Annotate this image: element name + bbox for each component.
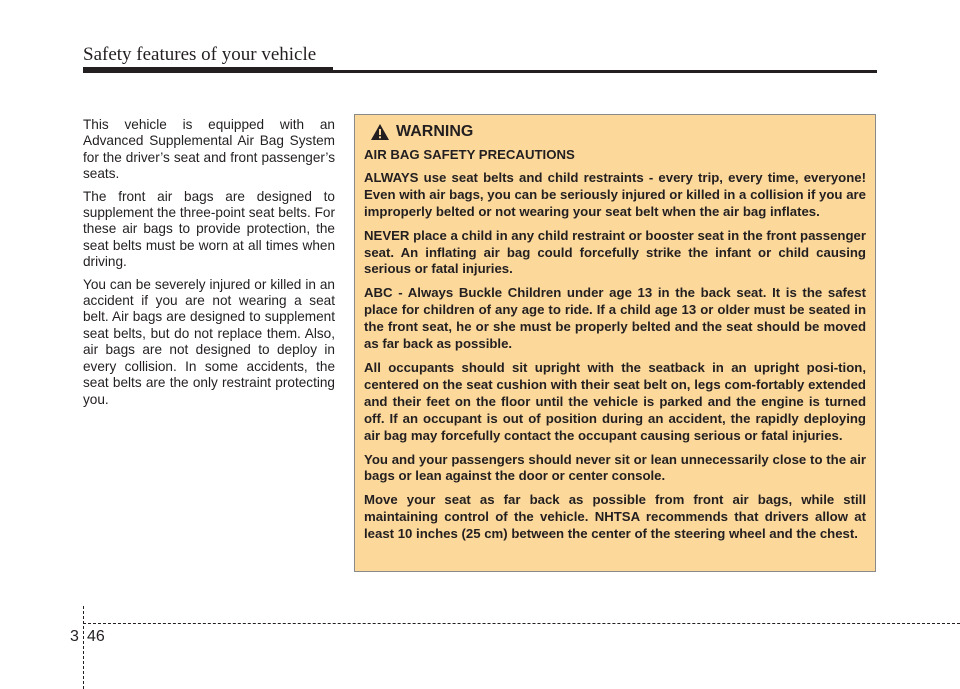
page-header-title: Safety features of your vehicle: [83, 44, 317, 65]
body-paragraph: This vehicle is equipped with an Advanced Supplemental Air Bag System for the driver’s seat and front passenger’s seats.: [83, 117, 335, 182]
warning-label: WARNING: [396, 123, 474, 140]
warning-paragraph: NEVER place a child in any child restraint or booster seat in the front passenger seat. An inflating air bag could forcefully strike the infant or child causing serious or fatal injuries.: [364, 227, 866, 277]
warning-paragraph: ABC - Always Buckle Children under age 13 in the back seat. It is the safest place for children of any age to ride. If a child age 13 or older must be seated in the front seat, he or she must be properly belted and the seat should be moved as far back as possible.: [364, 285, 866, 352]
warning-box: [354, 114, 876, 572]
footer-rule: [83, 623, 960, 625]
warning-paragraph: Move your seat as far back as possible from front air bags, while still maintaining control of the vehicle. NHTSA recommends that drivers allow at least 10 inches (25 cm) between the center of the steering wheel and the chest.: [364, 492, 866, 542]
warning-subtitle: AIR BAG SAFETY PRECAUTIONS: [364, 147, 575, 162]
warning-paragraph: All occupants should sit upright with the seatback in an upright posi-tion, centered on the seat cushion with their seat belt on, legs com-fortably extended and their feet on the floor until the vehicle is parked and the engine is turned off. If an occupant is out of position during an accident, the rapidly deploying air bag may forcefully contact the occupant causing serious or fatal injuries.: [364, 359, 866, 443]
warning-triangle-icon: [370, 123, 390, 141]
page-number: 46: [87, 628, 105, 645]
warning-paragraph: ALWAYS use seat belts and child restraints - every trip, every time, everyone! Even with air bags, you can be seriously injured or killed in a collision if you are improperly belted or not wearing your seat belt when the air bag inflates.: [364, 169, 866, 219]
chapter-number: 3: [70, 628, 79, 645]
warning-heading: [364, 123, 866, 141]
left-column: [83, 117, 335, 414]
footer-divider: [83, 606, 84, 689]
header-rule: [83, 70, 877, 73]
body-paragraph: You can be severely injured or killed in an accident if you are not wearing a seat belt. Air bags are designed to supplement seat belts, but do not replace them. Also, air bags are not designed to deploy in every collision. In some accidents, the seat belts are the only restraint protecting you.: [83, 276, 335, 407]
body-paragraph: The front air bags are designed to supplement the three-point seat belts. For these air bags to provide protection, the seat belts must be worn at all times when driving.: [83, 188, 335, 270]
warning-paragraph: You and your passengers should never sit or lean unnecessarily close to the air bags or lean against the door or center console.: [364, 451, 866, 484]
